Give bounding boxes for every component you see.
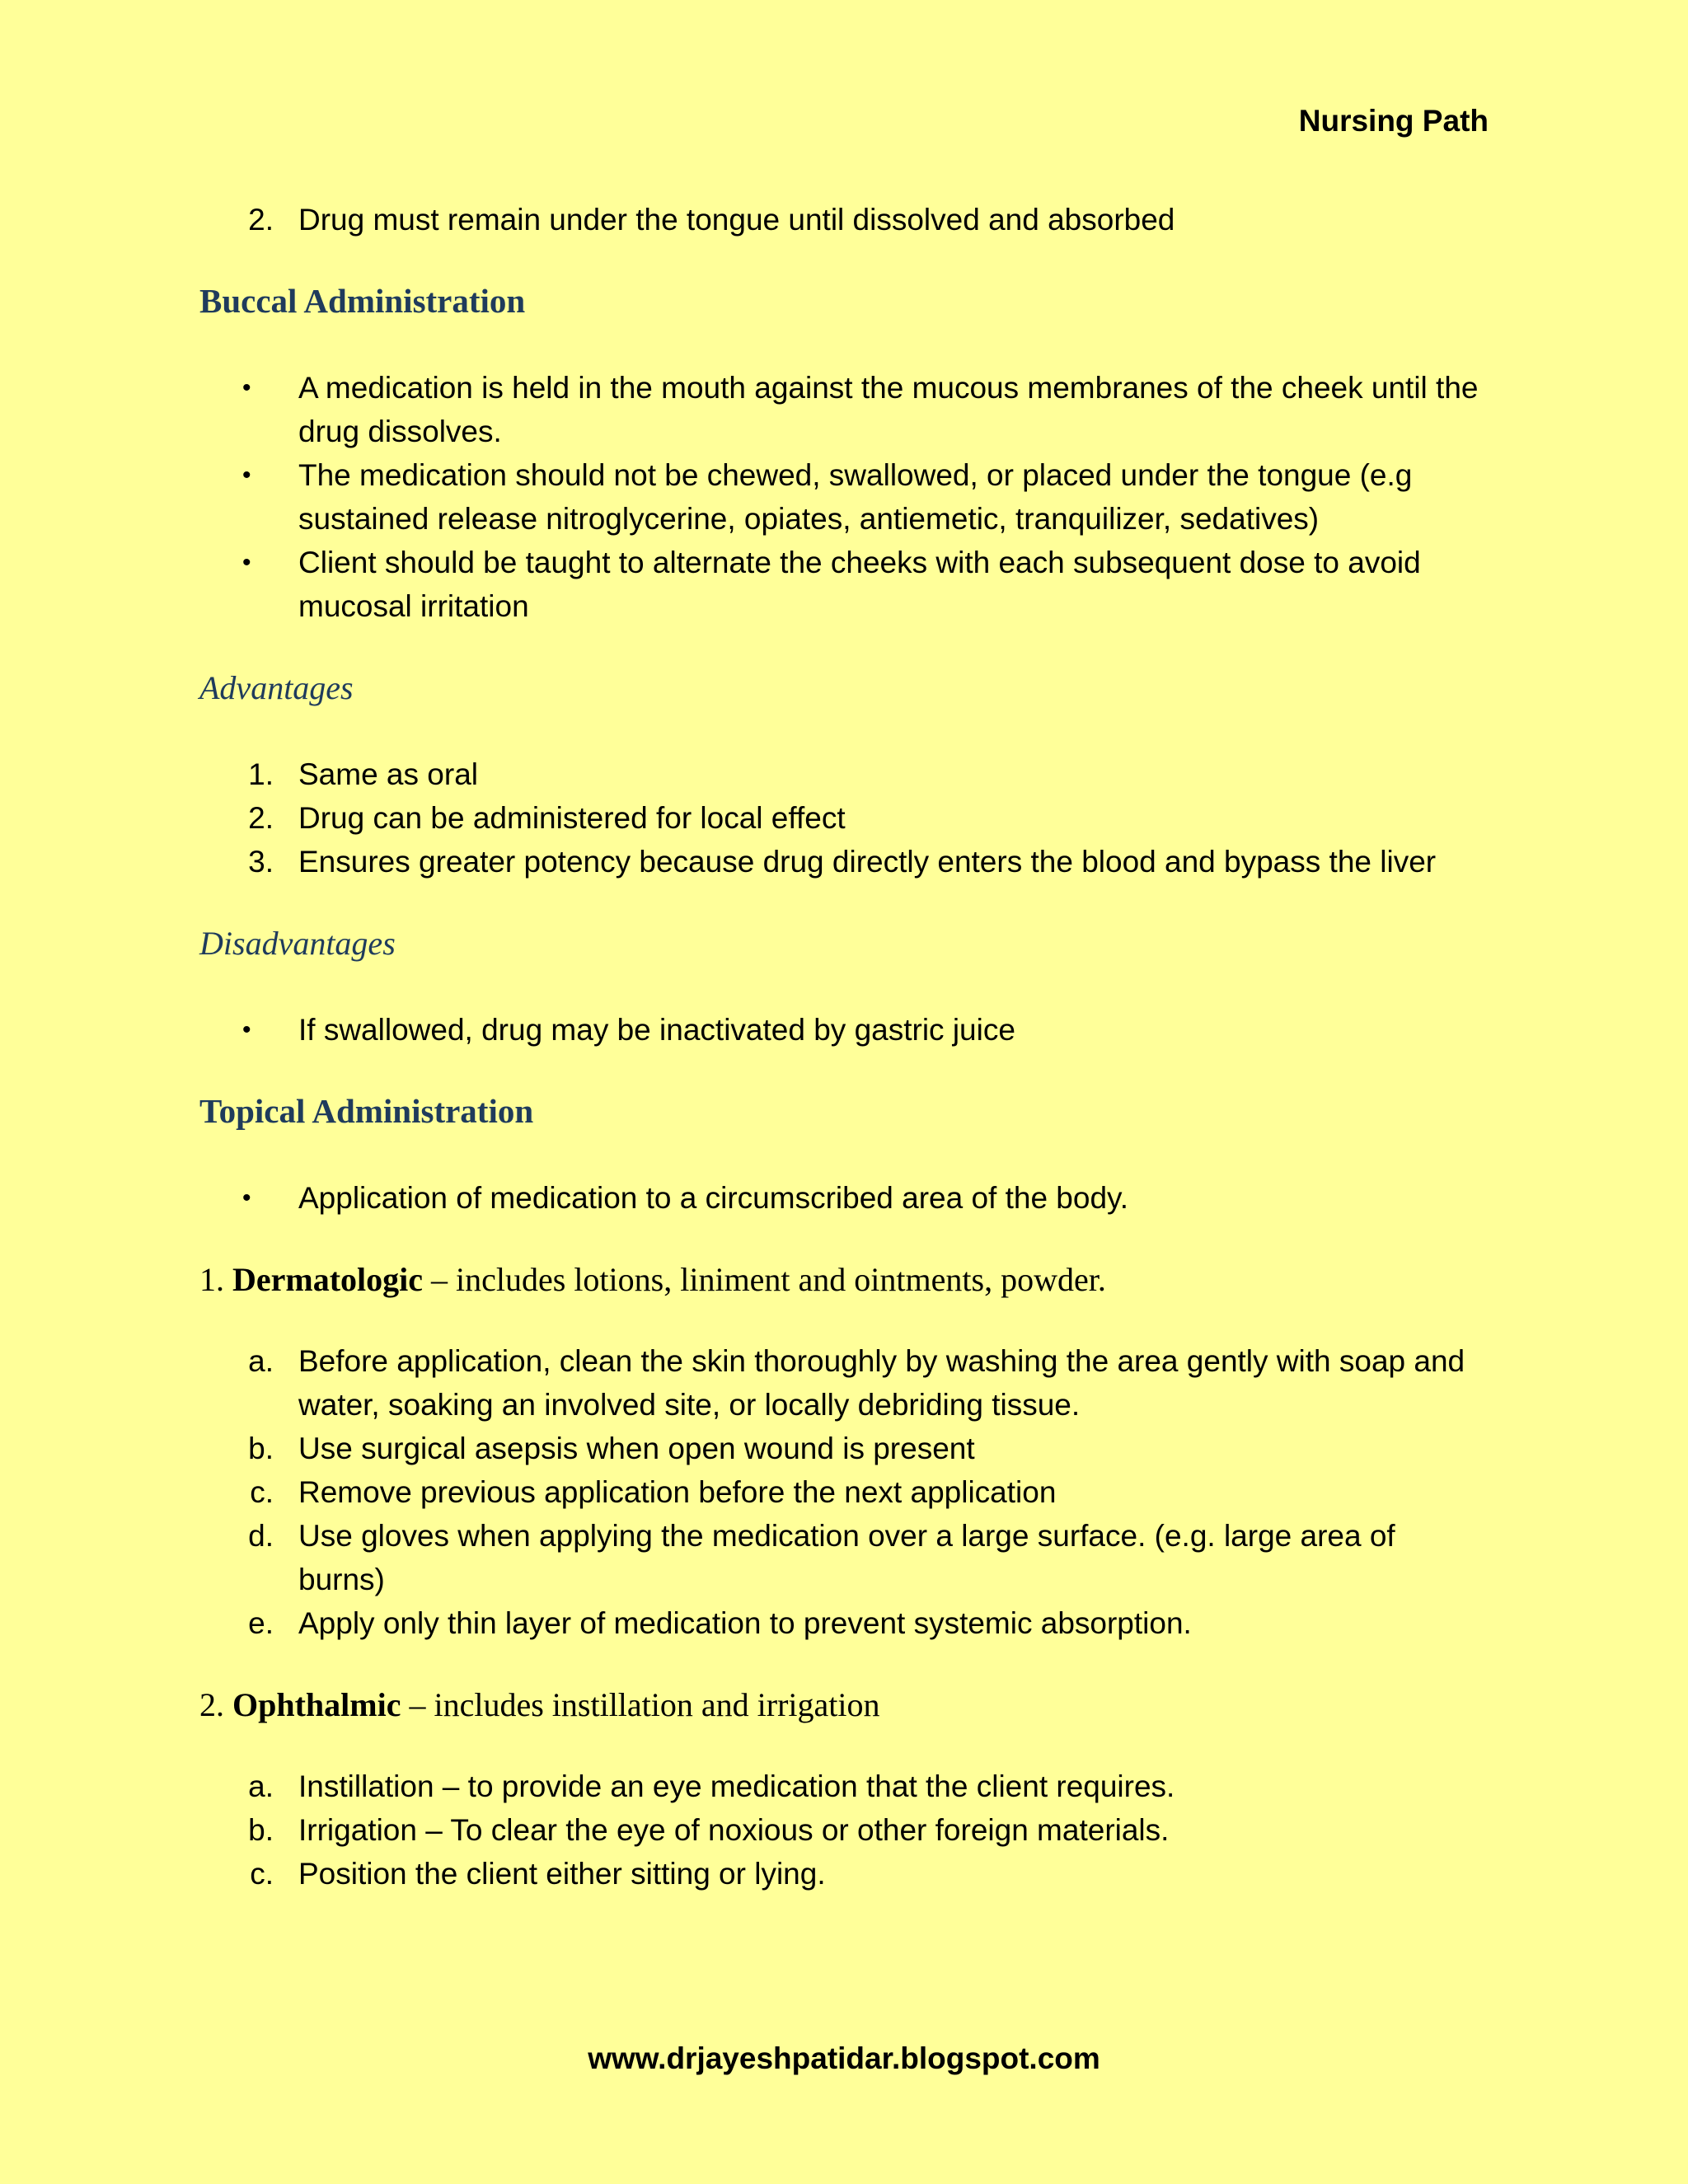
lettered-item <box>199 1427 1485 1470</box>
term-description: – includes instillation and irrigation <box>409 1686 880 1723</box>
list-letter: c. <box>250 1475 274 1509</box>
lettered-item-text: Position the client either sitting or lying. <box>298 1857 826 1891</box>
list-number: 1. <box>248 757 274 791</box>
lettered-item-text: Use surgical asepsis when open wound is present <box>298 1432 975 1465</box>
page-header: Nursing Path <box>1298 104 1489 138</box>
lettered-item-text: Instillation – to provide an eye medication that the client requires. <box>298 1769 1175 1803</box>
lettered-item <box>199 1601 1485 1645</box>
section-heading-topical: Topical Administration <box>199 1092 534 1130</box>
lettered-item-text: Apply only thin layer of medication to prevent systemic absorption. <box>298 1606 1192 1640</box>
bullet-text: Client should be taught to alternate the cheeks with each subsequent dose to avoid mucosal irritation <box>298 546 1421 623</box>
bullet-text: A medication is held in the mouth against the mucous membranes of the cheek until the drug dissolves. <box>298 371 1479 448</box>
bullet-icon: • <box>242 1016 251 1043</box>
lettered-item <box>199 1339 1485 1427</box>
bullet-item <box>199 1008 1485 1052</box>
list-item-text: Same as oral <box>298 757 478 791</box>
list-letter: d. <box>248 1519 274 1553</box>
list-letter: a. <box>248 1344 274 1378</box>
list-number: 2. <box>248 801 274 835</box>
lettered-item-text: Use gloves when applying the medication over a large surface. (e.g. large area of burns) <box>298 1519 1395 1596</box>
lettered-item-text: Irrigation – To clear the eye of noxious or other foreign materials. <box>298 1813 1170 1847</box>
page-content <box>199 198 1485 1896</box>
list-item <box>199 796 1485 840</box>
list-letter: e. <box>248 1606 274 1640</box>
list-letter: b. <box>248 1813 274 1847</box>
bullet-text: Application of medication to a circumscribed area of the body. <box>298 1181 1129 1215</box>
lettered-item <box>199 1514 1485 1601</box>
term-ophthalmic: Ophthalmic <box>232 1686 401 1723</box>
ophthalmic-heading <box>199 1683 1485 1727</box>
lettered-item <box>199 1765 1485 1808</box>
list-number: 3. <box>248 845 274 879</box>
term-dermatologic: Dermatologic <box>232 1261 424 1298</box>
list-item-text: Drug must remain under the tongue until dissolved and absorbed <box>298 203 1175 237</box>
lettered-item-text: Before application, clean the skin thoroughly by washing the area gently with soap and water, soaking an involved site, or locally debriding tissue. <box>298 1344 1465 1422</box>
list-item <box>199 752 1485 796</box>
bullet-item <box>199 541 1485 628</box>
bullet-icon: • <box>242 374 251 401</box>
list-letter: b. <box>248 1432 274 1465</box>
section-number: 1. <box>199 1261 224 1298</box>
subheading-advantages: Advantages <box>199 669 354 706</box>
footer-url: www.drjayeshpatidar.blogspot.com <box>588 2041 1100 2075</box>
lettered-item-text: Remove previous application before the next application <box>298 1475 1057 1509</box>
bullet-item <box>199 1176 1485 1220</box>
list-item-text: Ensures greater potency because drug directly enters the blood and bypass the liver <box>298 845 1437 879</box>
subheading-disadvantages: Disadvantages <box>199 925 396 962</box>
dermatologic-heading <box>199 1258 1485 1301</box>
section-heading-buccal: Buccal Administration <box>199 282 526 320</box>
list-item <box>199 840 1485 883</box>
lettered-item <box>199 1808 1485 1852</box>
list-item <box>199 198 1485 241</box>
lettered-item <box>199 1470 1485 1514</box>
bullet-icon: • <box>242 462 251 489</box>
list-number: 2. <box>248 203 274 237</box>
list-letter: a. <box>248 1769 274 1803</box>
section-number: 2. <box>199 1686 224 1723</box>
bullet-icon: • <box>242 1184 251 1212</box>
bullet-text: The medication should not be chewed, swallowed, or placed under the tongue (e.g sustained release nitroglycerine, opiates, antiemetic, tranquilizer, sedatives) <box>298 458 1413 536</box>
list-item-text: Drug can be administered for local effect <box>298 801 846 835</box>
bullet-icon: • <box>242 549 251 576</box>
bullet-item <box>199 453 1485 541</box>
term-description: – includes lotions, liniment and ointments, powder. <box>431 1261 1106 1298</box>
lettered-item <box>199 1852 1485 1896</box>
bullet-item <box>199 366 1485 453</box>
list-letter: c. <box>250 1857 274 1891</box>
bullet-text: If swallowed, drug may be inactivated by gastric juice <box>298 1013 1015 1047</box>
